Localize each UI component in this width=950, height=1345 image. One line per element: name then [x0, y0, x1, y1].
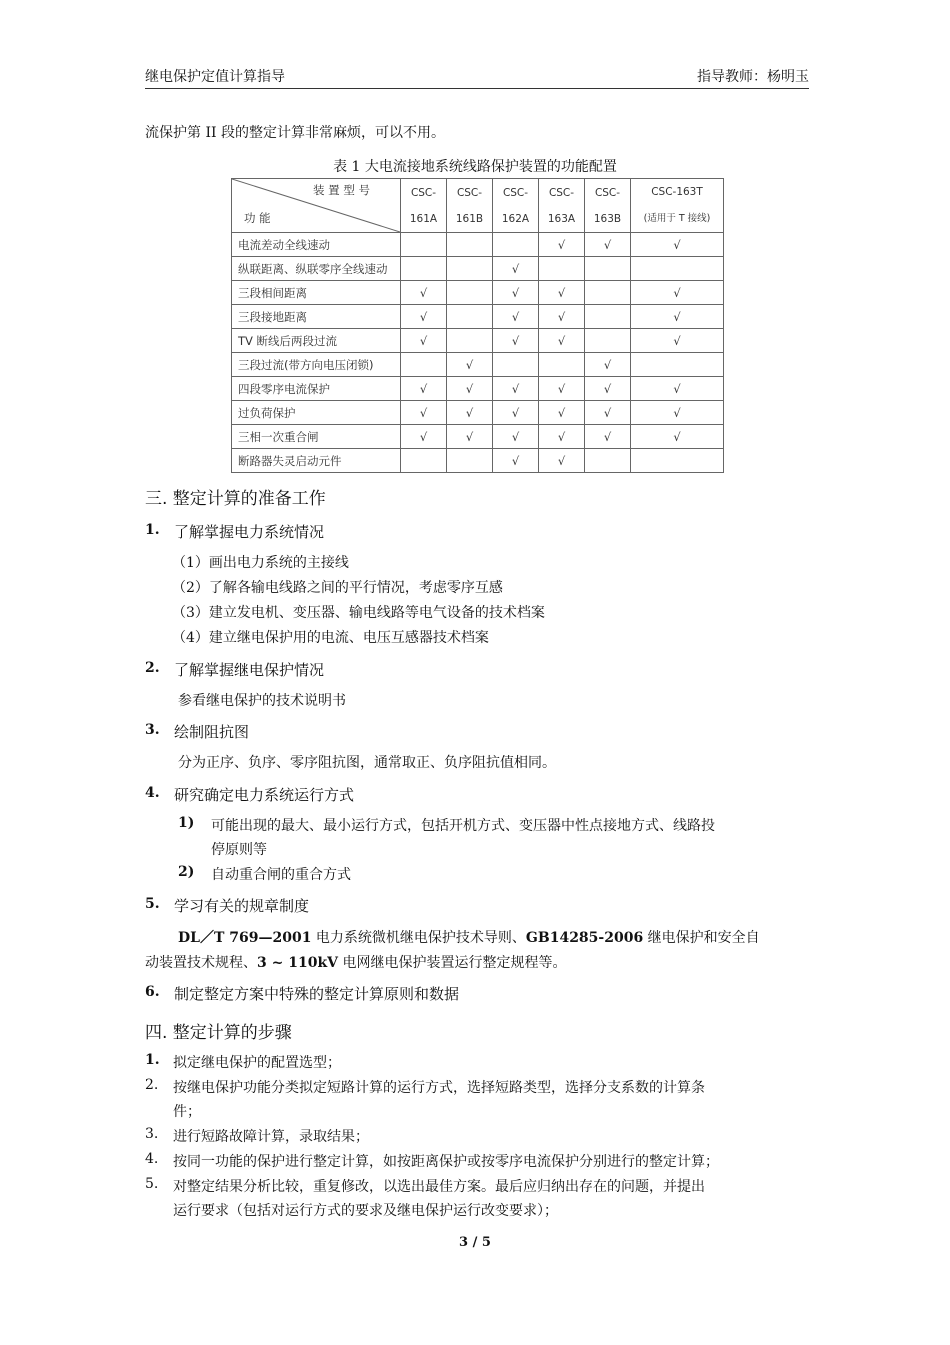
- function-name: 三段相间距离: [232, 281, 401, 305]
- list-number: 6.: [145, 984, 160, 1000]
- section4-title: 四. 整定计算的步骤: [145, 1023, 292, 1043]
- paragraph-cont: 动装置技术规程、3 ~ 110kV 电网继电保护装置运行整定规程等。: [145, 955, 567, 971]
- sub-item: 可能出现的最大、最小运行方式，包括开机方式、变压器中性点接地方式、线路投: [211, 818, 715, 834]
- function-name: 三段过流(带方向电压闭锁): [232, 353, 401, 377]
- step-item: 按同一功能的保护进行整定计算，如按距离保护或按零序电流保护分别进行的整定计算；: [173, 1154, 719, 1170]
- corner-function-label: 功 能: [244, 211, 271, 225]
- function-name: 四段零序电流保护: [232, 377, 401, 401]
- function-name: 三段接地距离: [232, 305, 401, 329]
- sub-item: 自动重合闸的重合方式: [211, 867, 351, 883]
- list-item: 绘制阻抗图: [174, 723, 250, 741]
- table-row: 三段接地距离 √ √ √ √: [232, 305, 724, 329]
- list-number: 2.: [145, 660, 160, 676]
- table-row: 过负荷保护 √ √ √ √ √ √: [232, 401, 724, 425]
- table-row: 四段零序电流保护 √ √ √ √ √ √: [232, 377, 724, 401]
- function-table: [231, 178, 724, 473]
- table-corner-cell: [232, 179, 401, 233]
- function-name: 断路器失灵启动元件: [232, 449, 401, 473]
- page-header: [145, 66, 809, 89]
- list-number: 5.: [145, 896, 160, 912]
- list-number: 3.: [145, 722, 160, 738]
- header-title: 继电保护定值计算指导: [145, 69, 285, 85]
- function-name: TV 断线后两段过流: [232, 329, 401, 353]
- sub-item: （4）建立继电保护用的电流、电压互感器技术档案: [172, 630, 489, 646]
- table-row: 三段相间距离 √ √ √ √: [232, 281, 724, 305]
- paragraph: DL／T 769—2001 电力系统微机继电保护技术导则、GB14285-2006 继电保护和安全自: [178, 930, 760, 946]
- list-item: 制定整定方案中特殊的整定计算原则和数据: [174, 985, 460, 1003]
- table-row: 三段过流(带方向电压闭锁) √ √: [232, 353, 724, 377]
- section3-title: 三. 整定计算的准备工作: [145, 489, 326, 509]
- table-caption: 表 1 大电流接地系统线路保护装置的功能配置: [333, 159, 617, 175]
- page-number: 3 / 5: [459, 1235, 491, 1250]
- table-header-row: [232, 179, 724, 233]
- list-number: 3.: [145, 1126, 159, 1142]
- table-row: TV 断线后两段过流 √ √ √ √: [232, 329, 724, 353]
- step-item: 拟定继电保护的配置选型；: [173, 1055, 341, 1071]
- intro-line: 流保护第 II 段的整定计算非常麻烦，可以不用。: [145, 125, 445, 141]
- step-item: 按继电保护功能分类拟定短路计算的运行方式，选择短路类型，选择分支系数的计算条: [173, 1080, 705, 1096]
- list-item: 学习有关的规章制度: [174, 897, 310, 915]
- list-number: 5.: [145, 1176, 159, 1192]
- step-item-cont: 件；: [173, 1104, 201, 1120]
- list-number: 1): [178, 815, 195, 831]
- function-name: 过负荷保护: [232, 401, 401, 425]
- sub-item: （1）画出电力系统的主接线: [172, 555, 349, 571]
- paragraph: 分为正序、负序、零序阻抗图，通常取正、负序阻抗值相同。: [178, 755, 556, 771]
- list-number: 1.: [145, 522, 160, 538]
- table-row: 断路器失灵启动元件 √ √: [232, 449, 724, 473]
- step-item: 对整定结果分析比较，重复修改，以选出最佳方案。最后应归纳出存在的问题，并提出: [173, 1179, 705, 1195]
- sub-item-cont: 停原则等: [211, 842, 267, 858]
- list-number: 4.: [145, 1151, 159, 1167]
- model-header: CSC- 163A: [539, 179, 585, 233]
- list-number: 2): [178, 864, 195, 880]
- table-row: 电流差动全线速动 √ √ √: [232, 233, 724, 257]
- table-row: 三相一次重合闸 √ √ √ √ √ √: [232, 425, 724, 449]
- paragraph: 参看继电保护的技术说明书: [178, 693, 346, 709]
- header-instructor: 指导教师：杨明玉: [697, 69, 809, 85]
- function-name: 三相一次重合闸: [232, 425, 401, 449]
- table-row: 纵联距离、纵联零序全线速动 √: [232, 257, 724, 281]
- function-name: 电流差动全线速动: [232, 233, 401, 257]
- list-item: 了解掌握电力系统情况: [174, 523, 325, 541]
- model-header: CSC- 163B: [585, 179, 631, 233]
- list-item: 研究确定电力系统运行方式: [174, 786, 355, 804]
- corner-model-label: 装 置 型 号: [313, 183, 370, 197]
- step-item: 进行短路故障计算，录取结果；: [173, 1129, 369, 1145]
- model-header: CSC- 161A: [401, 179, 447, 233]
- function-name: 纵联距离、纵联零序全线速动: [232, 257, 401, 281]
- sub-item: （2）了解各输电线路之间的平行情况，考虑零序互感: [172, 580, 503, 596]
- sub-item: （3）建立发电机、变压器、输电线路等电气设备的技术档案: [172, 605, 545, 621]
- model-header: CSC- 162A: [493, 179, 539, 233]
- model-header: CSC- 161B: [447, 179, 493, 233]
- list-item: 了解掌握继电保护情况: [174, 661, 325, 679]
- model-header: CSC-163T (适用于 T 接线): [631, 179, 724, 233]
- list-number: 2.: [145, 1077, 159, 1093]
- list-number: 1.: [145, 1052, 160, 1068]
- step-item-cont: 运行要求（包括对运行方式的要求及继电保护运行改变要求）；: [173, 1203, 558, 1219]
- list-number: 4.: [145, 785, 160, 801]
